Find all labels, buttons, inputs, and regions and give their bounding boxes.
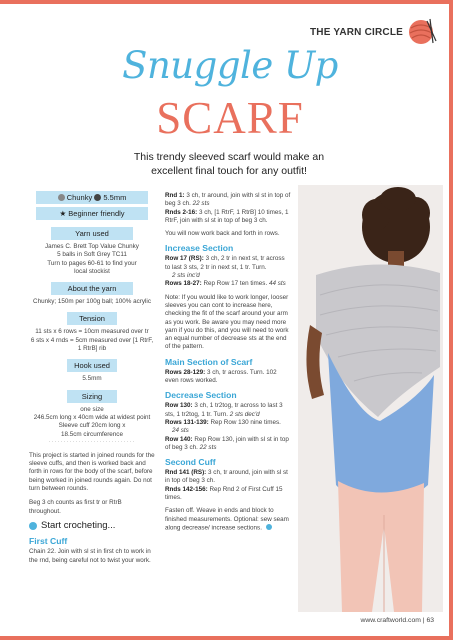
row-text: 3 ch, tr around, join with sl st in top of beg 3 ch. xyxy=(165,192,291,208)
weight-hook-pill xyxy=(36,191,148,204)
model-photo xyxy=(298,185,443,612)
row-text: 3 ch, tr across. Turn. 102 even rows worked. xyxy=(165,368,277,385)
yarn-used-heading: Yarn used xyxy=(51,227,133,240)
about-yarn-heading: About the yarn xyxy=(51,282,133,295)
row-label: Rnds 2-16: xyxy=(165,208,198,216)
stitch-count: 22 sts xyxy=(192,200,210,208)
beg-ch-note: Beg 3 ch counts as first tr or RtrB throughout. xyxy=(29,499,122,515)
start-crocheting-text: Start crocheting... xyxy=(41,519,116,531)
difficulty-text: Beginner friendly xyxy=(68,209,125,218)
start-crocheting xyxy=(29,519,155,531)
tension-line: 1 RtrB] rib xyxy=(77,345,107,353)
increase-rows xyxy=(165,255,291,288)
website-link[interactable]: www.craftworld.com xyxy=(360,617,421,624)
increase-note: Note: If you would like to work longer, looser sleeves you can cont to increase here, checking the fit of the scarf around your arm as you work. Be aware you may need more yarn if you do this, and you will need to work an equal number of decrease sts at the end of the pattern. xyxy=(165,293,289,351)
title-line-1: Snuggle Up xyxy=(122,44,338,87)
row-text: Rep Rnd 2 of First Cuff 15 times. xyxy=(165,485,283,502)
row-text: 3 ch, 1 tr2tog, tr across to last 3 sts, 1 tr2tog, 1 tr. Turn. xyxy=(165,402,283,418)
specs-column xyxy=(29,191,155,565)
row-label: Row 140: xyxy=(165,435,193,443)
row-text: 3 ch, tr around, join with sl st in top of beg 3 ch. xyxy=(165,469,288,485)
first-cuff-heading: First Cuff xyxy=(29,536,68,547)
stitch-count: 22 sts xyxy=(199,443,217,451)
row-label: Rnds 142-156: xyxy=(165,485,208,493)
hook-used-heading: Hook used xyxy=(67,359,117,372)
tension-line: 11 sts x 6 rows = 10cm measured over tr xyxy=(35,328,149,336)
stitch-count: 24 sts xyxy=(172,427,189,435)
difficulty-pill xyxy=(36,207,148,220)
yarn-used-line: Turn to pages 60-61 to find your xyxy=(47,259,137,267)
main-rows xyxy=(165,369,291,386)
hook-icon xyxy=(94,194,101,201)
main-section-heading: Main Section of Scarf xyxy=(165,356,253,367)
intro-text: This trendy sleeved scarf would make an excellent final touch for any outfit! xyxy=(133,151,325,177)
rnd-1 xyxy=(165,192,291,225)
yarn-ball-small-icon xyxy=(58,194,65,201)
footer-separator: | xyxy=(422,617,425,624)
finish-text: Fasten off. Weave in ends and block to finished measurements. Optional: sew seam along decrease/ increase sections. xyxy=(165,507,289,532)
stitch-count: 2 sts inc'd xyxy=(172,272,200,280)
yarn-ball-icon xyxy=(407,17,437,47)
stitch-count: 44 sts xyxy=(268,280,286,288)
rows-note: You will now work back and forth in rows. xyxy=(165,230,280,238)
first-cuff-text: Chain 22. Join with sl st in first ch to work in the rnd, being careful not to twist your work. xyxy=(29,548,151,564)
end-dot-icon xyxy=(266,524,272,530)
increase-heading: Increase Section xyxy=(165,243,234,254)
star-icon: ★ xyxy=(59,209,67,218)
sizing-line: 246.5cm long x 40cm wide at widest point xyxy=(33,413,151,421)
sizing-line: one size xyxy=(80,405,104,413)
title-line-2: SCARF xyxy=(156,93,304,143)
stitch-count: 2 sts dec'd xyxy=(229,410,260,418)
second-cuff-heading: Second Cuff xyxy=(165,457,216,468)
row-text: Rep Row 130 nine times. xyxy=(210,418,281,426)
row-text: 3 ch, 2 tr in next st, tr across to last 3 sts, 2 tr in next st, 1 tr. Turn. xyxy=(165,255,285,271)
top-edge-stripe xyxy=(0,0,453,4)
row-text: Rep Row 17 ten times. xyxy=(203,280,268,288)
instructions-column xyxy=(165,192,291,538)
sizing-line: 18.5cm circumference xyxy=(61,430,123,438)
sizing-text xyxy=(29,406,155,439)
yarn-used-line: local stockist xyxy=(74,267,110,275)
row-label: Rows 28-129: xyxy=(165,368,206,376)
row-text: Rep Row 130, join with sl st in top of beg 3 ch. xyxy=(165,435,289,451)
finishing-text xyxy=(165,507,291,532)
brand-header xyxy=(310,17,437,47)
bullet-dot-icon xyxy=(29,522,37,530)
row-label: Rnd 141 (RS): xyxy=(165,469,207,477)
hook-size: 5.5mm xyxy=(103,193,127,202)
yarn-used-text xyxy=(29,243,155,276)
decrease-rows xyxy=(165,402,291,452)
tension-heading: Tension xyxy=(67,312,117,325)
about-yarn-text: Chunky; 150m per 100g ball; 100% acrylic xyxy=(33,298,151,306)
page-footer xyxy=(360,617,434,624)
dotted-divider: ····························· xyxy=(48,438,136,445)
yarn-used-line: 5 balls in Soft Grey TC11 xyxy=(57,251,127,259)
tension-text xyxy=(29,328,155,353)
page-number: 63 xyxy=(426,617,434,624)
yarn-used-line: James C. Brett Top Value Chunky xyxy=(45,243,139,250)
row-label: Rows 131-139: xyxy=(165,418,209,426)
row-label: Rnd 1: xyxy=(165,192,185,199)
row-label: Row 130: xyxy=(165,402,193,410)
sizing-heading: Sizing xyxy=(67,390,117,403)
hook-used-text: 5.5mm xyxy=(82,375,102,383)
brand-name: THE YARN CIRCLE xyxy=(309,26,403,38)
sizing-line: Sleeve cuff 20cm long x xyxy=(58,422,126,430)
row-label: Rows 18-27: xyxy=(165,280,202,288)
row-label: Row 17 (RS): xyxy=(165,255,204,263)
decrease-heading: Decrease Section xyxy=(165,390,237,401)
row-text: 3 ch, [1 RtrF, 1 RtrB] 10 times, 1 RtrF, join with sl st in top of beg 3 ch. xyxy=(165,208,289,224)
bottom-edge-stripe xyxy=(0,636,453,640)
second-cuff-rows xyxy=(165,469,291,502)
yarn-weight: Chunky xyxy=(66,193,93,202)
right-edge-stripe xyxy=(449,0,453,640)
intro-paragraph: This project is started in joined rounds for the sleeve cuffs, and then is worked back and forth in rows for the body of the scarf, before being worked in joined rounds again. Do not turn between rounds. xyxy=(29,451,155,493)
tension-line: 6 sts x 4 rnds = 5cm measured over [1 RtrF, xyxy=(30,336,154,344)
pattern-intro xyxy=(29,452,155,516)
